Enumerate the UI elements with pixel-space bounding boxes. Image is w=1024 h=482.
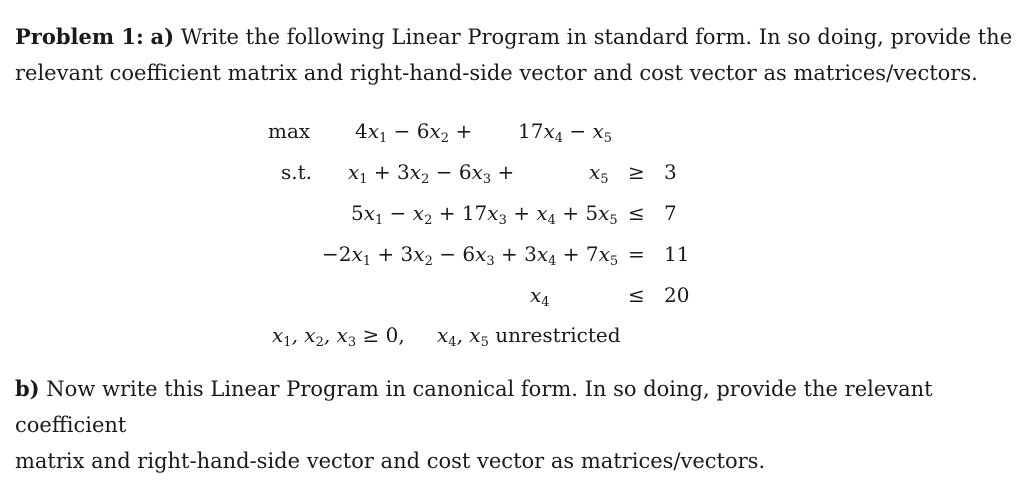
constraint-3-lhs: $-2x_1 + 3x_2 - 6x_3 + 3x_4 + 7x_5$ [322, 242, 619, 269]
unrestricted-word: unrestricted [495, 323, 621, 347]
constraint-1-lhs: $x_1 + 3x_2 - 6x_3$ + [348, 160, 515, 187]
unrestricted-vars: $x_4$, $x_5$ [437, 323, 489, 350]
constraint-1-x5: $x_5$ [589, 160, 609, 187]
constraints-label: s.t. [281, 160, 313, 184]
nonnegativity-constraint: $x_1$, $x_2$, $x_3 \ge 0$, [272, 323, 405, 350]
constraint-4-relation: ≤ [628, 283, 645, 307]
part-a-text-2: relevant coefficient matrix and right-hand-side vector and cost vector as matrices/vectors. [15, 61, 978, 85]
part-b-text-2: matrix and right-hand-side vector and cost vector as matrices/vectors. [15, 449, 766, 473]
objective-label: max [268, 119, 311, 143]
part-a-text-1: Write the following Linear Program in standard form. In so doing, provide the [174, 25, 1013, 49]
part-b-line-1 [15, 371, 1015, 443]
part-a-label: a) [150, 24, 175, 49]
constraint-3-relation: = [628, 242, 645, 266]
constraint-4-rhs: 20 [664, 283, 690, 307]
unrestricted-constraint [437, 323, 621, 350]
problem-label: Problem 1: [15, 24, 144, 49]
problem-part-b [15, 371, 1015, 479]
part-a-line-1 [15, 19, 1015, 55]
objective-left: $4x_1 - 6x_2$ + [355, 119, 473, 146]
part-b-text-1: Now write this Linear Program in canonical form. In so doing, provide the relevant coefficient [15, 377, 933, 437]
constraint-1-rhs: 3 [664, 160, 677, 184]
problem-part-a [15, 19, 1015, 91]
constraint-3-rhs: 11 [664, 242, 690, 266]
part-b-label: b) [15, 376, 40, 401]
objective-right: $17x_4 - x_5$ [518, 119, 613, 146]
constraint-2-rhs: 7 [664, 201, 677, 225]
constraint-2-relation: ≤ [628, 201, 645, 225]
constraint-2-lhs: $5x_1 - x_2 + 17x_3 + x_4 + 5x_5$ [351, 201, 618, 228]
constraint-4-lhs: $x_4$ [530, 283, 550, 310]
constraint-1-relation: ≥ [628, 160, 645, 184]
